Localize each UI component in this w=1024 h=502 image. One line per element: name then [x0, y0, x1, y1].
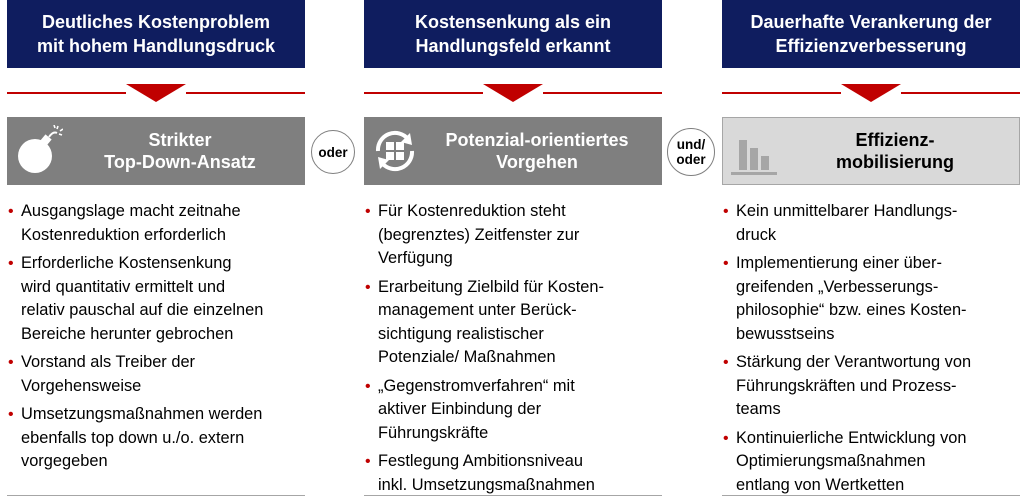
- list-item: [7, 403, 305, 474]
- approach-line: Strikter: [148, 130, 212, 150]
- bullet-line: relativ pauschal auf die einzelnen: [21, 301, 264, 319]
- bullet-line: teams: [736, 400, 781, 418]
- divider-line: [364, 92, 483, 94]
- list-item: [722, 351, 1020, 422]
- cycle-grid-icon: [370, 125, 420, 177]
- approach-box: [7, 117, 305, 185]
- bullet-line: • Festlegung Ambitionsniveau: [378, 452, 584, 470]
- bullet-line: greifenden „Verbesserungs-: [736, 277, 939, 296]
- bullet-line: bewusstseins: [736, 324, 835, 343]
- list-item: [7, 351, 305, 398]
- connector-und-oder: [667, 128, 715, 176]
- bottom-rule: [722, 495, 1020, 496]
- bomb-icon: [13, 125, 63, 177]
- bullet-line: Bereiche herunter gebrochen: [21, 324, 234, 343]
- bullet-line: druck: [736, 225, 777, 244]
- bullet-line: ebenfalls top down u./o. extern: [21, 428, 245, 447]
- header-line: Kostensenkung als ein: [414, 12, 612, 32]
- down-arrow-icon: [841, 84, 901, 102]
- bullet-line: Verfügung: [378, 249, 453, 267]
- connector-oder: [311, 130, 355, 174]
- bullet-line: • Implementierung einer über-: [736, 254, 942, 272]
- bullet-line: wird quantitativ ermittelt und: [21, 277, 226, 296]
- bullet-line: • „Gegenstromverfahren“ mit: [378, 376, 575, 395]
- list-item: [7, 200, 305, 247]
- column-top-down: [7, 0, 305, 497]
- down-arrow-icon: [126, 84, 186, 102]
- list-item: [722, 427, 1020, 498]
- connector-line: und/: [676, 137, 706, 152]
- bullet-line: Führungskräften und Prozess-: [736, 376, 957, 395]
- bullet-line: • Erarbeitung Zielbild für Kosten-: [378, 277, 604, 296]
- bullet-list: [364, 200, 662, 502]
- connector-line: oder: [676, 152, 706, 167]
- bullet-line: • Stärkung der Verantwortung von: [736, 353, 972, 371]
- bullet-line: (begrenztes) Zeitfenster zur: [378, 225, 580, 244]
- bullet-line: • Für Kostenreduktion steht: [378, 202, 566, 220]
- divider-line: [186, 92, 305, 94]
- bullet-line: • Kein unmittelbarer Handlungs-: [736, 202, 958, 220]
- list-item: [364, 375, 662, 446]
- approach-line: Vorgehen: [496, 152, 578, 172]
- bullet-line: • Kontinuierliche Entwicklung von: [736, 428, 967, 447]
- bullet-line: vorgegeben: [21, 452, 108, 470]
- list-item: [7, 252, 305, 346]
- divider-line: [901, 92, 1020, 94]
- bullet-line: Potenziale/ Maßnahmen: [378, 348, 556, 366]
- bullet-line: • Vorstand als Treiber der: [21, 353, 196, 371]
- approach-line: Potenzial-orientiertes: [445, 130, 629, 150]
- approach-line: Top-Down-Ansatz: [104, 152, 256, 172]
- bullet-line: Optimierungsmaßnahmen: [736, 452, 926, 470]
- header-line: Dauerhafte Verankerung der: [750, 12, 992, 32]
- bullet-line: Kostenreduktion erforderlich: [21, 225, 226, 244]
- header-line: Effizienzverbesserung: [775, 36, 967, 56]
- bullet-line: philosophie“ bzw. eines Kosten-: [736, 301, 967, 319]
- bullet-list: [722, 200, 1020, 502]
- bullet-list: [7, 200, 305, 479]
- bottom-rule: [7, 495, 305, 496]
- approach-line: mobilisierung: [835, 152, 954, 172]
- bar-chart-icon: [729, 126, 779, 178]
- bullet-line: • Ausgangslage macht zeitnahe: [21, 202, 241, 220]
- bullet-line: aktiver Einbindung der: [378, 400, 542, 418]
- list-item: [722, 252, 1020, 346]
- header-line: mit hohem Handlungsdruck: [36, 36, 276, 56]
- column-efficiency: [722, 0, 1020, 497]
- list-item: [364, 450, 662, 497]
- bullet-line: inkl. Umsetzungsmaßnahmen: [378, 475, 595, 494]
- bottom-rule: [364, 495, 662, 496]
- divider-line: [722, 92, 841, 94]
- header-line: Deutliches Kostenproblem: [41, 12, 271, 32]
- connector-line: oder: [318, 144, 348, 160]
- column-potential: [364, 0, 662, 497]
- divider-line: [7, 92, 126, 94]
- approach-box: [364, 117, 662, 185]
- column-header: [7, 0, 305, 68]
- divider-line: [543, 92, 662, 94]
- approach-line: Effizienz-: [855, 130, 935, 150]
- list-item: [364, 200, 662, 271]
- bullet-line: • Erforderliche Kostensenkung: [21, 254, 232, 272]
- approach-box: [722, 117, 1020, 185]
- list-item: [722, 200, 1020, 247]
- bullet-line: entlang von Wertketten: [736, 475, 905, 494]
- column-header: [722, 0, 1020, 68]
- bullet-line: • Umsetzungsmaßnahmen werden: [21, 405, 263, 423]
- column-header: [364, 0, 662, 68]
- bullet-line: Führungskräfte: [378, 423, 489, 442]
- header-line: Handlungsfeld erkannt: [415, 36, 611, 56]
- bullet-line: Vorgehensweise: [21, 376, 142, 395]
- bullet-line: management unter Berück-: [378, 301, 577, 319]
- down-arrow-icon: [483, 84, 543, 102]
- list-item: [364, 276, 662, 370]
- bullet-line: sichtigung realistischer: [378, 324, 544, 343]
